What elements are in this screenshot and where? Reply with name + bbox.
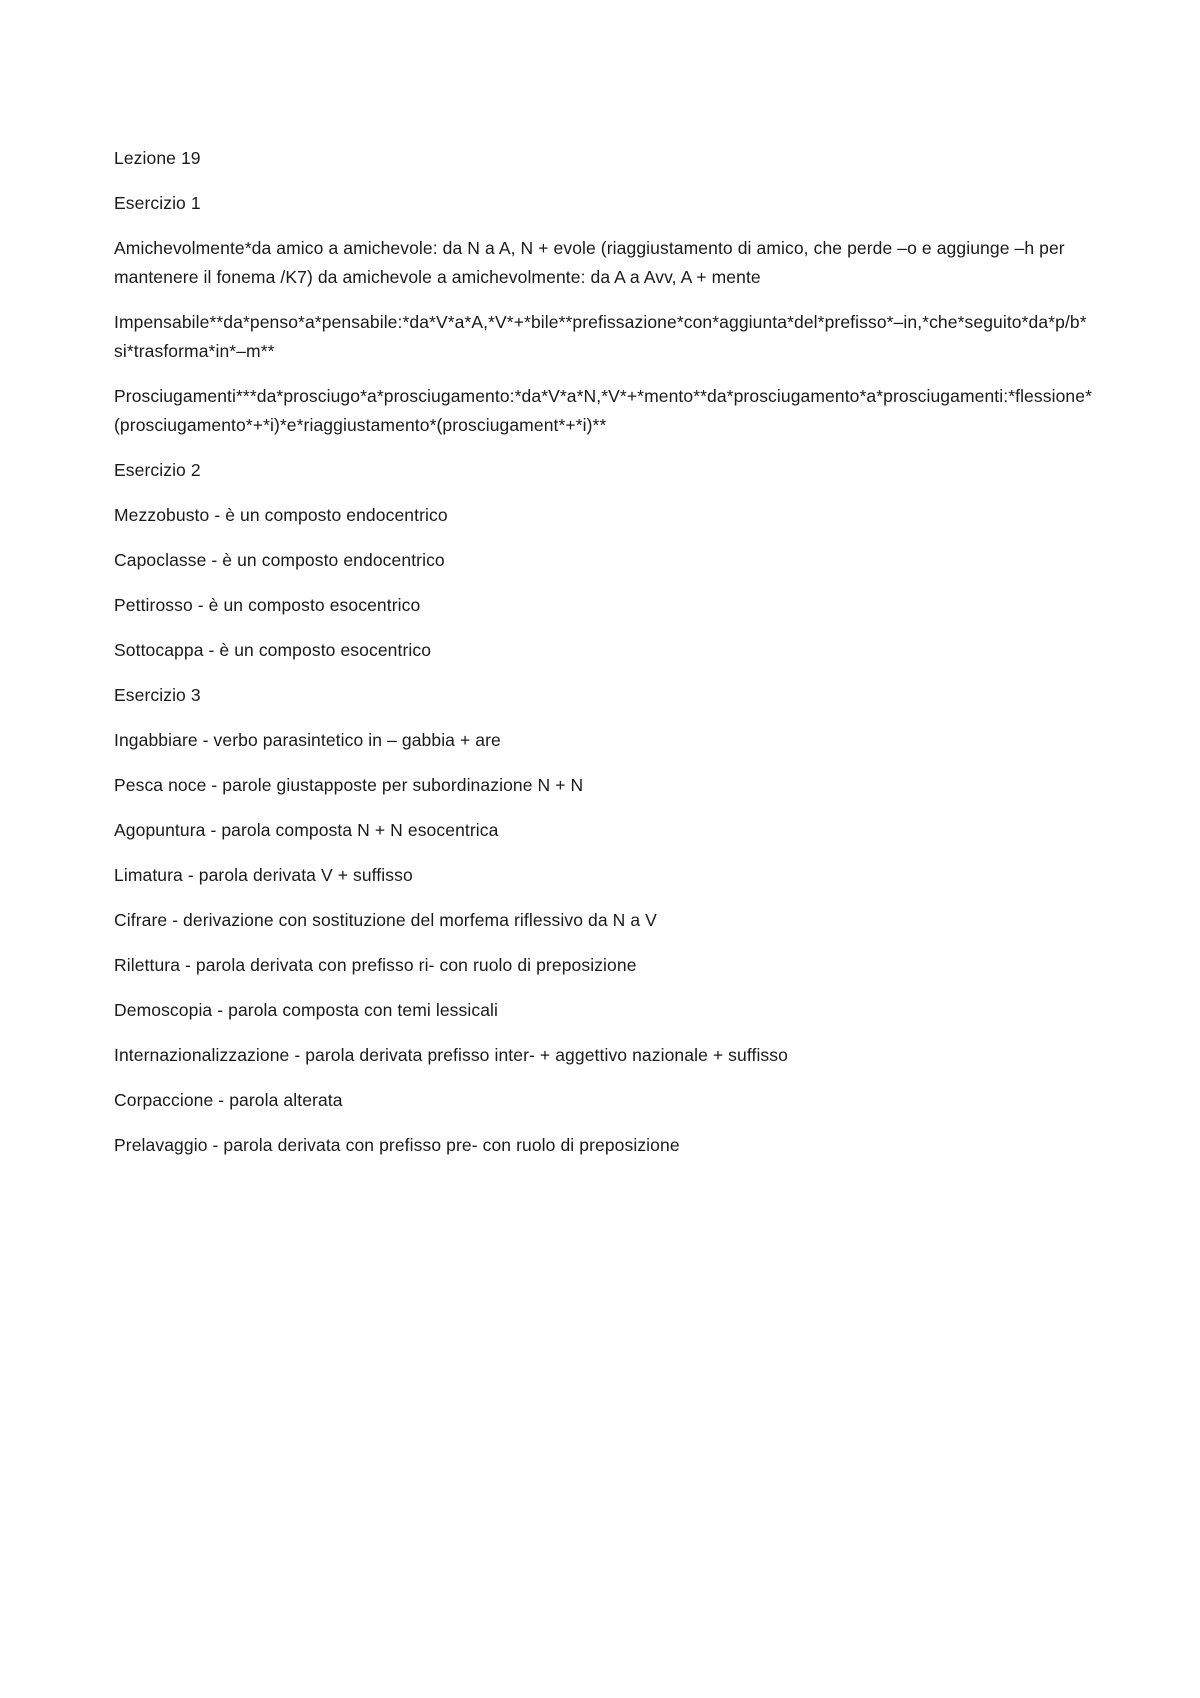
exercise-3-item: Limatura - parola derivata V + suffisso (114, 865, 413, 885)
exercise-1-item: Prosciugamenti***da*prosciugo*a*prosciugamento:*da*V*a*N,*V*+*mento**da*prosciugamento*a*prosciugamenti:*flessione*(prosciugamento*+*i)*e*riaggiustamento*(prosciugament*+*i)** (114, 386, 1092, 435)
document-body (114, 144, 1094, 1176)
exercise-3-item: Pesca noce - parole giustapposte per subordinazione N + N (114, 775, 584, 795)
exercise-1-heading: Esercizio 1 (114, 193, 201, 213)
exercise-2-item: Pettirosso - è un composto esocentrico (114, 595, 421, 615)
exercise-3-item: Ingabbiare - verbo parasintetico in – gabbia + are (114, 730, 501, 750)
exercise-3-heading: Esercizio 3 (114, 685, 201, 705)
exercise-2-item: Capoclasse - è un composto endocentrico (114, 550, 445, 570)
exercise-3-item: Internazionalizzazione - parola derivata prefisso inter- + aggettivo nazionale + suffisso (114, 1045, 788, 1065)
exercise-1-item: Amichevolmente*da amico a amichevole: da N a A, N + evole (riaggiustamento di amico, che perde –o e aggiunge –h per mantenere il fonema /K7) da amichevole a amichevolmente: da A a Avv, A + mente (114, 238, 1065, 287)
exercise-3-item: Corpaccione - parola alterata (114, 1090, 343, 1110)
exercise-1-item: Impensabile**da*penso*a*pensabile:*da*V*a*A,*V*+*bile**prefissazione*con*aggiunta*del*prefisso*–in,*che*seguito*da*p/b*si*trasforma*in*–m** (114, 312, 1087, 361)
exercise-3-item: Agopuntura - parola composta N + N esocentrica (114, 820, 499, 840)
exercise-3-item: Rilettura - parola derivata con prefisso ri- con ruolo di preposizione (114, 955, 637, 975)
exercise-3-item: Prelavaggio - parola derivata con prefisso pre- con ruolo di preposizione (114, 1135, 680, 1155)
exercise-2-item: Sottocappa - è un composto esocentrico (114, 640, 432, 660)
lesson-title: Lezione 19 (114, 148, 201, 168)
exercise-2-heading: Esercizio 2 (114, 460, 201, 480)
exercise-3-item: Demoscopia - parola composta con temi lessicali (114, 1000, 499, 1020)
exercise-3-item: Cifrare - derivazione con sostituzione del morfema riflessivo da N a V (114, 910, 657, 930)
exercise-2-item: Mezzobusto - è un composto endocentrico (114, 505, 448, 525)
